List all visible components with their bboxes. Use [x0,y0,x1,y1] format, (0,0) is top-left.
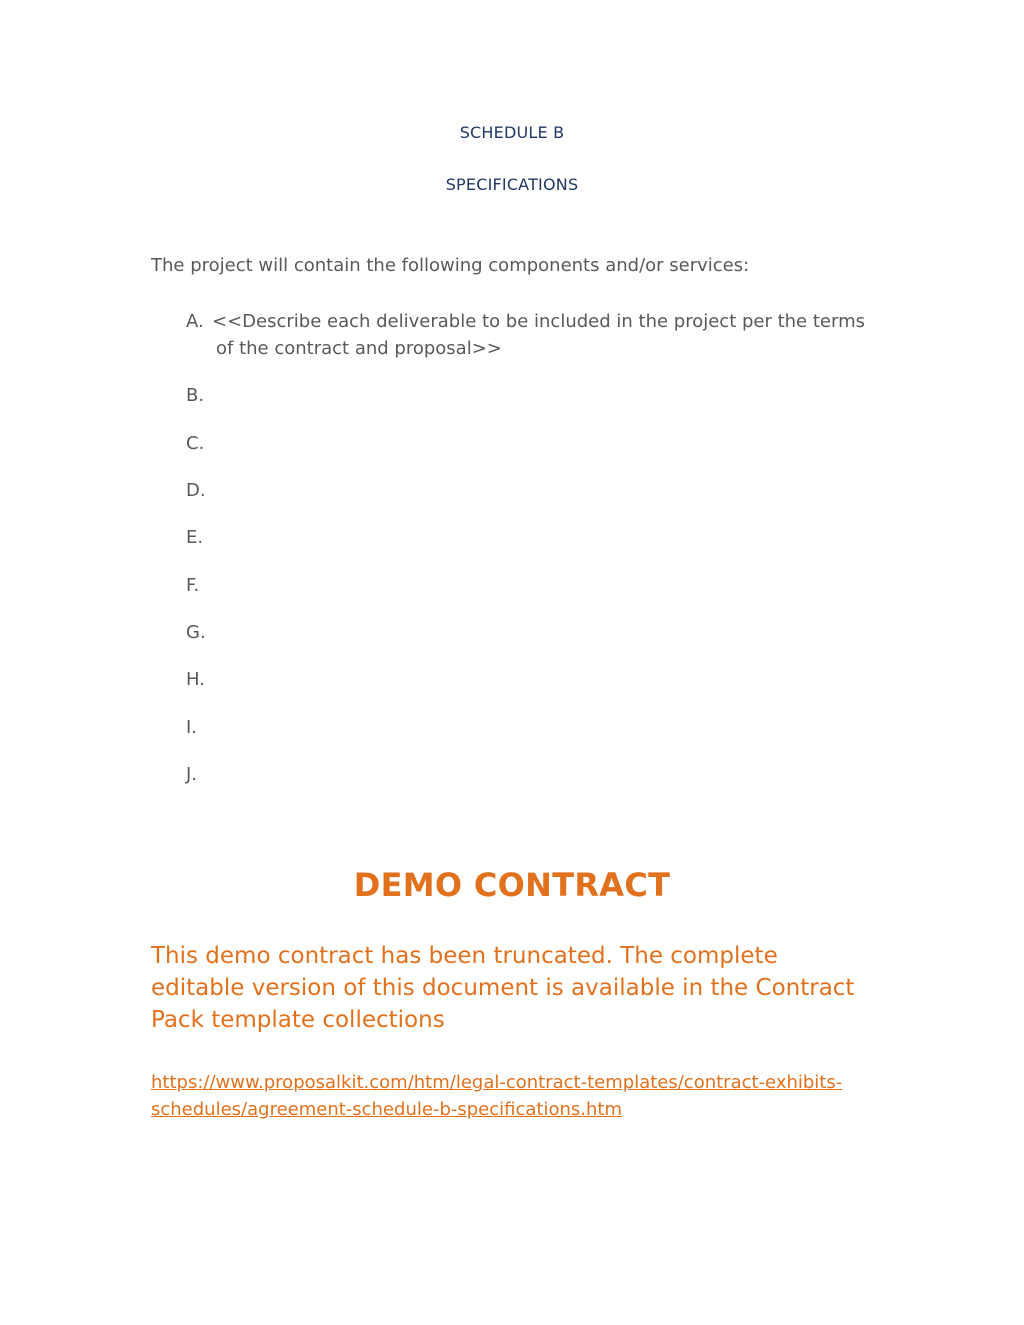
list-item [186,619,886,646]
proposalkit-link-line1[interactable]: https://www.proposalkit.com/htm/legal-contract-templates/contract-exhibits- [151,1072,843,1093]
proposalkit-link[interactable] [151,1069,891,1123]
section-title: SPECIFICATIONS [445,175,579,194]
list-item [186,761,886,788]
list-item [186,714,886,741]
list-item [186,382,886,409]
demo-contract-title: DEMO CONTRACT [353,866,671,904]
list-item [186,477,886,504]
list-marker: E. [186,527,204,548]
list-marker: F. [186,575,200,596]
list-marker: D. [186,480,206,501]
proposalkit-link-line2[interactable]: schedules/agreement-schedule-b-specifications.htm [151,1099,622,1120]
list-marker: I. [186,717,198,738]
demo-truncation-note: This demo contract has been truncated. The complete editable version of this document is available in the Contract Pack template collections [151,943,855,1033]
list-marker: H. [186,669,205,690]
list-marker: J. [186,764,198,785]
list-item [186,308,886,359]
list-marker: G. [186,622,206,643]
list-item [186,524,886,551]
list-marker: C. [186,433,205,454]
list-item [186,430,886,457]
list-marker: B. [186,385,205,406]
list-item [186,572,886,599]
list-item-text-line2: of the contract and proposal>> [216,338,502,359]
list-item-text-line1: <<Describe each deliverable to be included in the project per the terms [212,311,865,332]
list-item [186,666,886,693]
schedule-title: SCHEDULE B [459,123,565,142]
list-item-text [212,308,892,362]
intro-text: The project will contain the following components and/or services: [151,255,750,276]
list-marker: A. [186,311,204,332]
